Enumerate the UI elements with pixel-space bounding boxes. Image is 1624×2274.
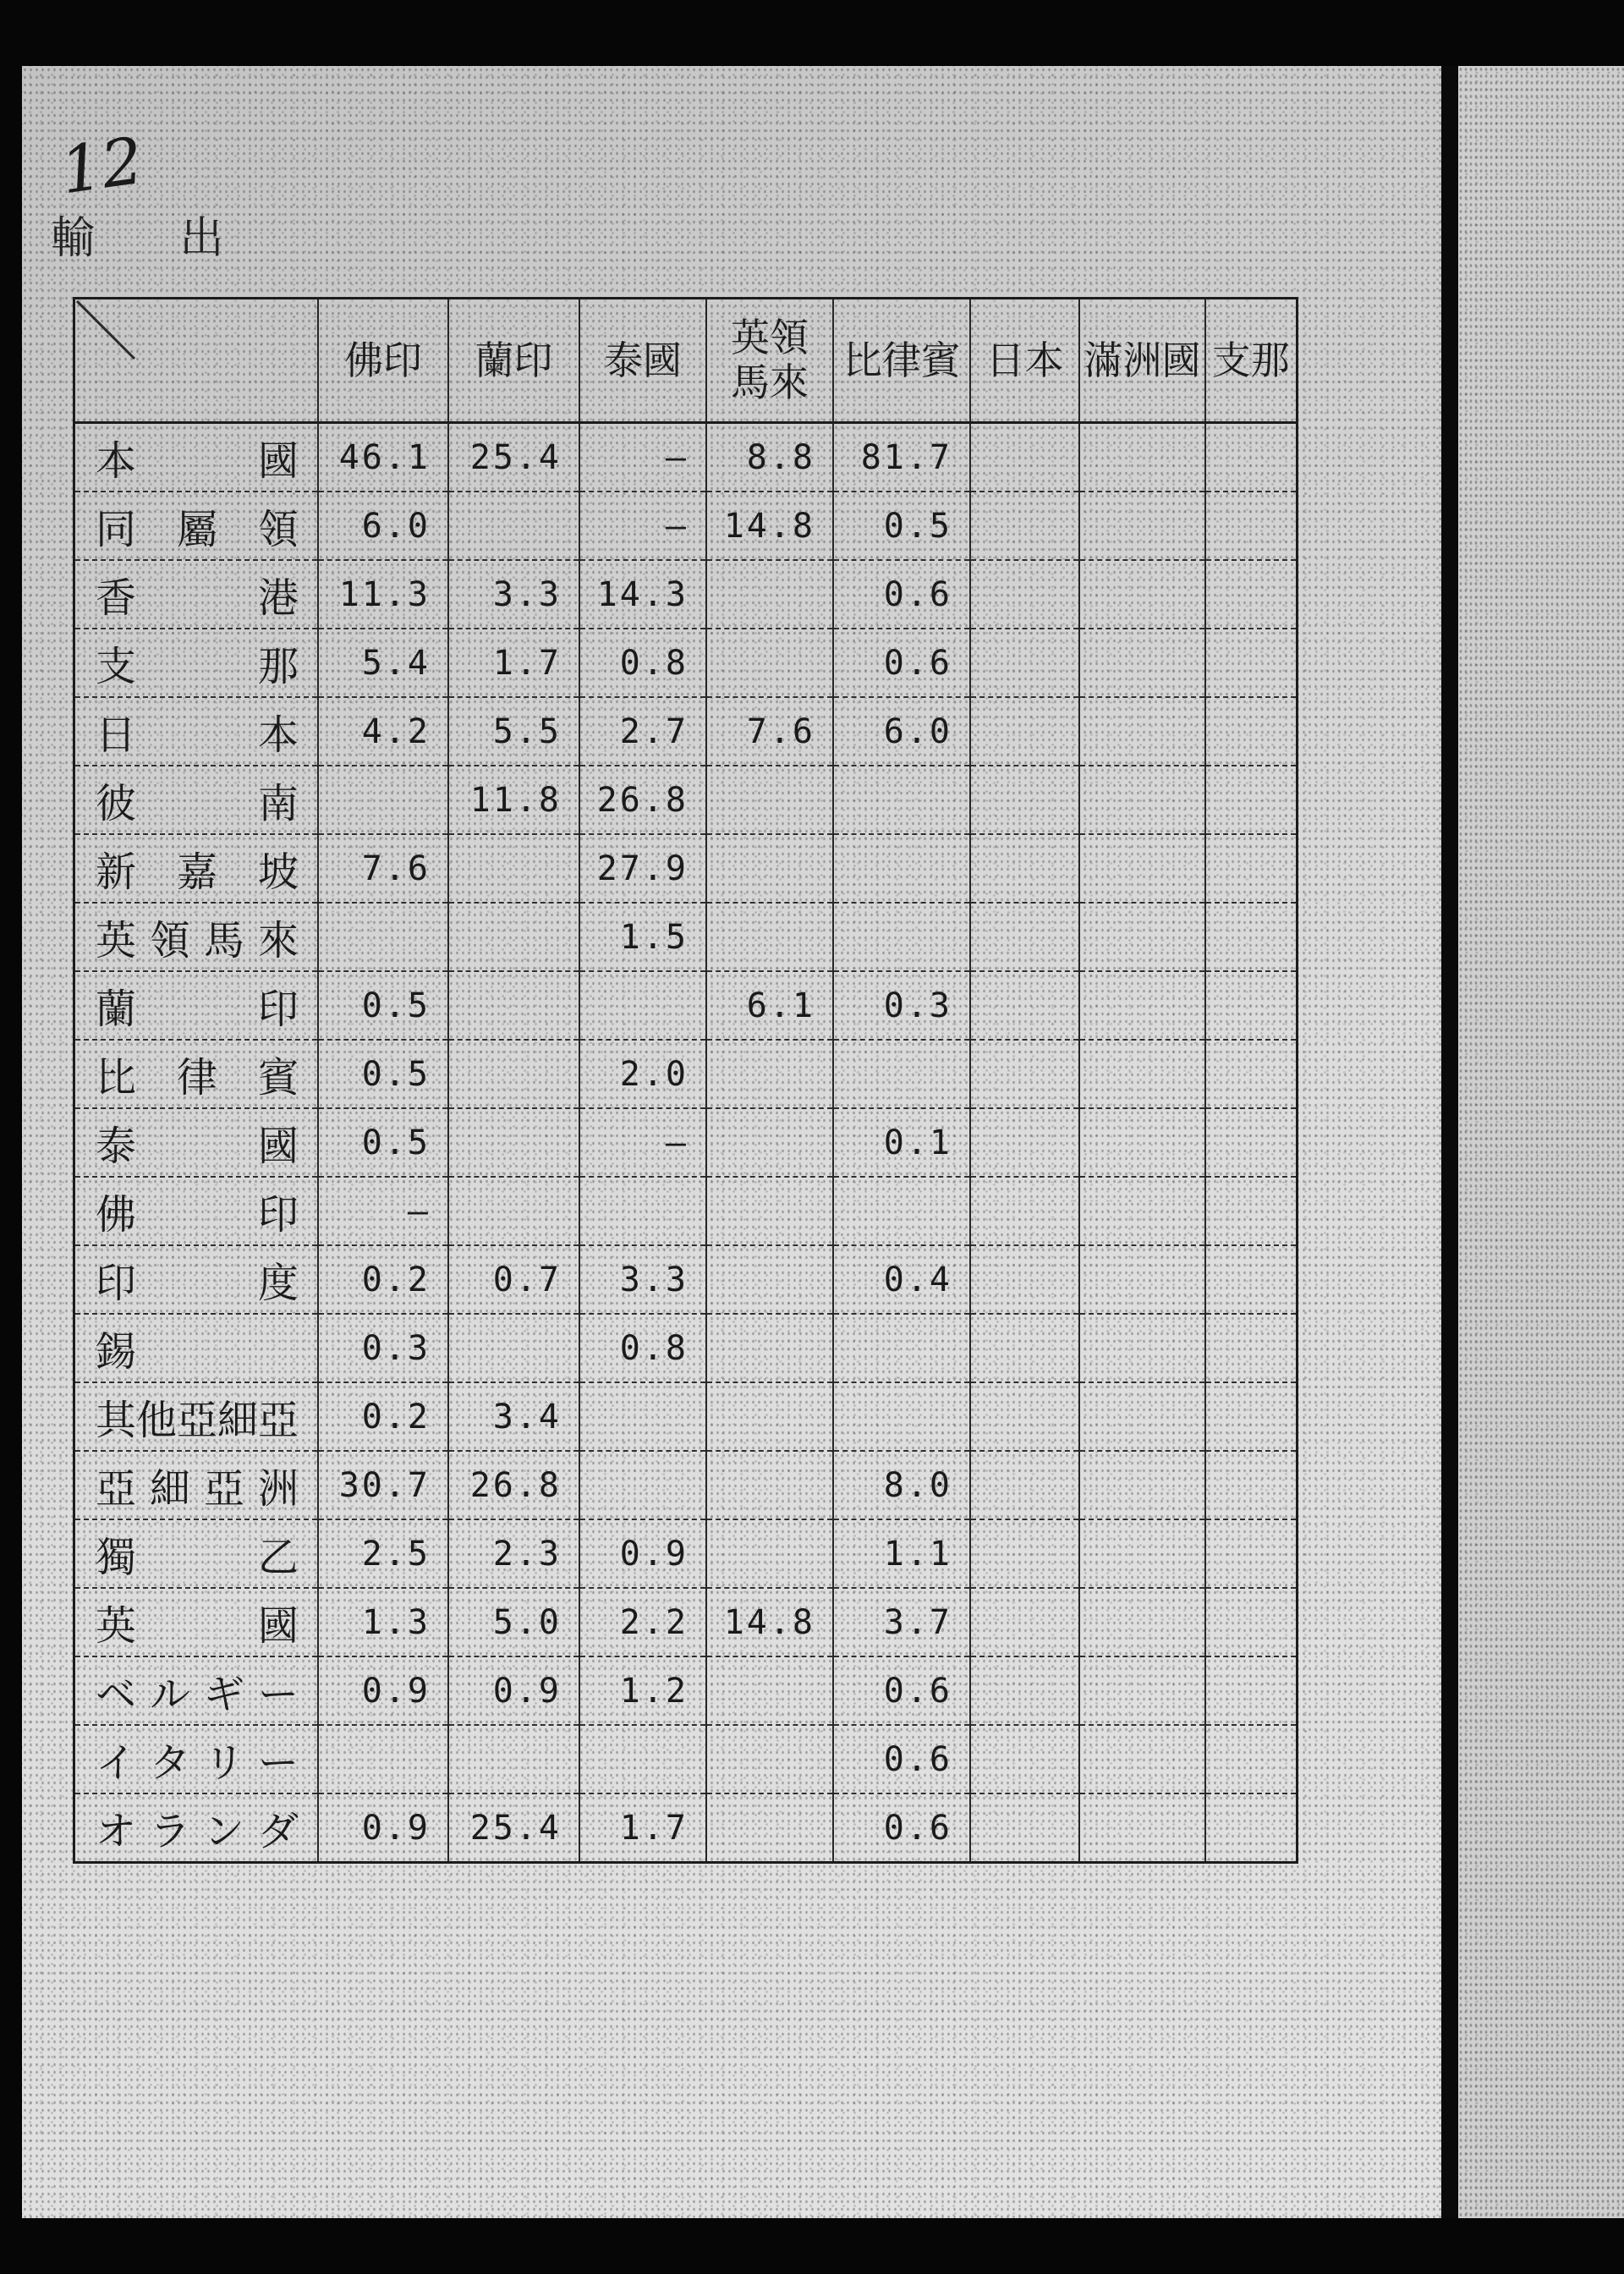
row-label: 支 那	[74, 629, 319, 697]
value-cell: —	[579, 492, 706, 560]
table-row	[74, 1519, 1298, 1588]
value-cell	[1205, 1108, 1297, 1177]
table-row	[74, 697, 1298, 766]
value-cell: 0.4	[833, 1245, 970, 1314]
value-cell	[1205, 1519, 1297, 1588]
corner-diagonal-line	[75, 299, 151, 376]
value-cell: 14.8	[706, 1588, 833, 1656]
row-label: 同 屬 領	[74, 492, 319, 560]
value-cell	[706, 560, 833, 629]
adjacent-page-edge	[1458, 66, 1624, 2218]
column-header	[706, 299, 833, 423]
value-cell	[448, 903, 579, 971]
value-cell	[448, 1108, 579, 1177]
value-cell: 1.7	[448, 629, 579, 697]
value-cell	[1205, 971, 1297, 1040]
column-header	[1205, 299, 1297, 423]
row-label: 亞細亞洲	[74, 1451, 319, 1519]
value-cell: 7.6	[318, 834, 448, 903]
value-cell: 4.2	[318, 697, 448, 766]
value-cell	[706, 1382, 833, 1451]
value-cell	[706, 1108, 833, 1177]
value-cell: 0.3	[318, 1314, 448, 1382]
value-cell	[1079, 1040, 1205, 1108]
value-cell: 6.1	[706, 971, 833, 1040]
value-cell	[448, 1040, 579, 1108]
value-cell	[1205, 423, 1297, 492]
value-cell	[706, 1519, 833, 1588]
value-cell: 0.6	[833, 629, 970, 697]
value-cell: 3.4	[448, 1382, 579, 1451]
row-label: イ タ リ ー	[74, 1725, 319, 1793]
row-label: 日 本	[74, 697, 319, 766]
table-header-row	[74, 299, 1298, 423]
value-cell: 1.1	[833, 1519, 970, 1588]
value-cell	[706, 629, 833, 697]
value-cell	[706, 1793, 833, 1863]
value-cell	[706, 1177, 833, 1245]
value-cell: 5.4	[318, 629, 448, 697]
column-header	[1079, 299, 1205, 423]
table-row	[74, 423, 1298, 492]
value-cell	[833, 1040, 970, 1108]
value-cell	[970, 971, 1079, 1040]
value-cell	[1079, 1245, 1205, 1314]
table-row	[74, 834, 1298, 903]
value-cell: 14.8	[706, 492, 833, 560]
value-cell: 5.0	[448, 1588, 579, 1656]
value-cell	[970, 697, 1079, 766]
value-cell: 0.9	[579, 1519, 706, 1588]
value-cell	[1205, 1725, 1297, 1793]
value-cell	[579, 1177, 706, 1245]
value-cell	[970, 1793, 1079, 1863]
column-header-label: 蘭印	[475, 337, 553, 383]
value-cell: 7.6	[706, 697, 833, 766]
value-cell	[1205, 1040, 1297, 1108]
value-cell: 0.5	[318, 1108, 448, 1177]
table-body	[74, 423, 1298, 1863]
value-cell	[1205, 492, 1297, 560]
value-cell	[1079, 903, 1205, 971]
row-label: 彼 南	[74, 766, 319, 834]
value-cell	[1205, 1588, 1297, 1656]
value-cell: 0.7	[448, 1245, 579, 1314]
value-cell: 1.7	[579, 1793, 706, 1863]
table-row	[74, 1108, 1298, 1177]
value-cell: 26.8	[448, 1451, 579, 1519]
export-table	[73, 297, 1298, 1864]
value-cell	[448, 1725, 579, 1793]
value-cell	[706, 1451, 833, 1519]
value-cell: 3.7	[833, 1588, 970, 1656]
value-cell: —	[579, 1108, 706, 1177]
value-cell: 3.3	[579, 1245, 706, 1314]
value-cell: 0.5	[318, 971, 448, 1040]
value-cell	[1079, 1108, 1205, 1177]
value-cell	[318, 1725, 448, 1793]
table-row	[74, 903, 1298, 971]
value-cell: 0.6	[833, 1656, 970, 1725]
table-row	[74, 1314, 1298, 1382]
value-cell	[1079, 1177, 1205, 1245]
value-cell: 2.0	[579, 1040, 706, 1108]
value-cell: 1.2	[579, 1656, 706, 1725]
value-cell: 6.0	[318, 492, 448, 560]
value-cell	[1205, 1656, 1297, 1725]
row-label: 獨 乙	[74, 1519, 319, 1588]
value-cell	[970, 1656, 1079, 1725]
table-row	[74, 1588, 1298, 1656]
value-cell: 0.9	[318, 1793, 448, 1863]
value-cell	[706, 1040, 833, 1108]
value-cell	[448, 492, 579, 560]
value-cell	[706, 766, 833, 834]
page-number: 12	[56, 122, 148, 209]
value-cell	[1205, 766, 1297, 834]
row-label: 泰 國	[74, 1108, 319, 1177]
row-label: 其他亞細亞	[74, 1382, 319, 1451]
table-row	[74, 1725, 1298, 1793]
value-cell: 8.0	[833, 1451, 970, 1519]
value-cell	[1205, 1177, 1297, 1245]
page-gutter	[1441, 66, 1458, 2218]
table-row	[74, 1040, 1298, 1108]
value-cell	[1079, 697, 1205, 766]
row-label: オ ラ ン ダ	[74, 1793, 319, 1863]
table-row	[74, 1656, 1298, 1725]
column-header-label: 支那	[1211, 337, 1290, 383]
value-cell	[833, 1382, 970, 1451]
value-cell	[1205, 1382, 1297, 1451]
value-cell	[448, 1314, 579, 1382]
value-cell	[579, 1725, 706, 1793]
value-cell	[706, 834, 833, 903]
value-cell	[970, 1314, 1079, 1382]
value-cell: 1.5	[579, 903, 706, 971]
table-row	[74, 560, 1298, 629]
value-cell	[970, 1588, 1079, 1656]
column-header-label: 佛印	[344, 337, 423, 383]
row-label: 比 律 賓	[74, 1040, 319, 1108]
value-cell	[579, 1451, 706, 1519]
value-cell	[1079, 1793, 1205, 1863]
value-cell	[1205, 1451, 1297, 1519]
value-cell	[833, 1314, 970, 1382]
value-cell	[970, 766, 1079, 834]
value-cell: 0.6	[833, 1793, 970, 1863]
value-cell	[970, 629, 1079, 697]
table-row	[74, 1793, 1298, 1863]
row-label: 印 度	[74, 1245, 319, 1314]
value-cell	[318, 766, 448, 834]
value-cell: 0.6	[833, 560, 970, 629]
value-cell	[706, 1656, 833, 1725]
row-label: 本 國	[74, 423, 319, 492]
value-cell	[1205, 903, 1297, 971]
value-cell	[970, 1177, 1079, 1245]
value-cell	[833, 766, 970, 834]
table-row	[74, 1382, 1298, 1451]
value-cell	[1079, 1588, 1205, 1656]
value-cell	[1205, 1793, 1297, 1863]
value-cell	[1205, 834, 1297, 903]
column-header	[318, 299, 448, 423]
value-cell: 0.9	[318, 1656, 448, 1725]
table-row	[74, 492, 1298, 560]
table-row	[74, 629, 1298, 697]
value-cell	[970, 423, 1079, 492]
value-cell	[1079, 629, 1205, 697]
value-cell	[970, 1108, 1079, 1177]
row-label: 錫	[74, 1314, 319, 1382]
page-heading: 輸 出	[51, 213, 260, 264]
value-cell	[579, 971, 706, 1040]
value-cell: 0.1	[833, 1108, 970, 1177]
value-cell: 0.2	[318, 1245, 448, 1314]
column-header	[579, 299, 706, 423]
value-cell	[706, 1725, 833, 1793]
column-header-label: 英領馬來	[731, 315, 809, 405]
column-header-label: 泰國	[604, 337, 683, 383]
value-cell	[579, 1382, 706, 1451]
value-cell	[833, 834, 970, 903]
value-cell: 5.5	[448, 697, 579, 766]
value-cell: 0.8	[579, 629, 706, 697]
row-label: 佛 印	[74, 1177, 319, 1245]
table-corner-cell	[74, 299, 319, 423]
row-label: ベ ル ギ ー	[74, 1656, 319, 1725]
value-cell	[1079, 1382, 1205, 1451]
column-header-label: 比律賓	[843, 337, 961, 383]
value-cell	[706, 1245, 833, 1314]
value-cell	[970, 1519, 1079, 1588]
value-cell: 1.3	[318, 1588, 448, 1656]
value-cell	[1079, 1519, 1205, 1588]
value-cell	[448, 1177, 579, 1245]
table-row	[74, 1177, 1298, 1245]
value-cell: 0.8	[579, 1314, 706, 1382]
value-cell: 2.7	[579, 697, 706, 766]
value-cell	[1205, 629, 1297, 697]
value-cell	[1079, 492, 1205, 560]
value-cell	[970, 1451, 1079, 1519]
value-cell: 0.6	[833, 1725, 970, 1793]
table-row	[74, 971, 1298, 1040]
value-cell	[706, 1314, 833, 1382]
value-cell: 0.2	[318, 1382, 448, 1451]
column-header	[448, 299, 579, 423]
column-header-label: 日本	[985, 337, 1064, 383]
value-cell	[448, 834, 579, 903]
value-cell	[970, 903, 1079, 971]
value-cell: 11.8	[448, 766, 579, 834]
column-header	[833, 299, 970, 423]
value-cell: 11.3	[318, 560, 448, 629]
value-cell	[1205, 560, 1297, 629]
value-cell: 27.9	[579, 834, 706, 903]
table-row	[74, 1451, 1298, 1519]
value-cell	[1079, 560, 1205, 629]
value-cell: 3.3	[448, 560, 579, 629]
value-cell	[833, 1177, 970, 1245]
value-cell	[1079, 1451, 1205, 1519]
table-row	[74, 1245, 1298, 1314]
value-cell	[1079, 834, 1205, 903]
value-cell	[1079, 1725, 1205, 1793]
value-cell	[970, 1725, 1079, 1793]
value-cell	[970, 560, 1079, 629]
row-label: 蘭 印	[74, 971, 319, 1040]
value-cell	[1205, 1245, 1297, 1314]
value-cell	[1079, 971, 1205, 1040]
value-cell: 26.8	[579, 766, 706, 834]
value-cell	[318, 903, 448, 971]
row-label: 英 國	[74, 1588, 319, 1656]
value-cell: 2.3	[448, 1519, 579, 1588]
value-cell: 0.5	[318, 1040, 448, 1108]
value-cell	[1079, 1314, 1205, 1382]
value-cell: —	[579, 423, 706, 492]
value-cell: 0.9	[448, 1656, 579, 1725]
value-cell: —	[318, 1177, 448, 1245]
value-cell	[970, 492, 1079, 560]
row-label: 香 港	[74, 560, 319, 629]
table-row	[74, 766, 1298, 834]
value-cell	[1205, 1314, 1297, 1382]
value-cell: 25.4	[448, 423, 579, 492]
value-cell	[1079, 766, 1205, 834]
value-cell: 0.3	[833, 971, 970, 1040]
value-cell	[970, 1382, 1079, 1451]
value-cell: 8.8	[706, 423, 833, 492]
column-header-label: 滿洲國	[1084, 337, 1201, 383]
value-cell	[1079, 423, 1205, 492]
value-cell	[706, 903, 833, 971]
column-header	[970, 299, 1079, 423]
value-cell	[1079, 1656, 1205, 1725]
value-cell	[970, 1245, 1079, 1314]
value-cell: 2.2	[579, 1588, 706, 1656]
value-cell	[448, 971, 579, 1040]
value-cell	[970, 1040, 1079, 1108]
value-cell	[833, 903, 970, 971]
value-cell: 6.0	[833, 697, 970, 766]
value-cell: 25.4	[448, 1793, 579, 1863]
row-label: 新 嘉 坡	[74, 834, 319, 903]
value-cell: 81.7	[833, 423, 970, 492]
value-cell	[970, 834, 1079, 903]
value-cell	[1205, 697, 1297, 766]
row-label: 英領馬來	[74, 903, 319, 971]
value-cell: 2.5	[318, 1519, 448, 1588]
value-cell: 30.7	[318, 1451, 448, 1519]
value-cell: 46.1	[318, 423, 448, 492]
value-cell: 0.5	[833, 492, 970, 560]
value-cell: 14.3	[579, 560, 706, 629]
